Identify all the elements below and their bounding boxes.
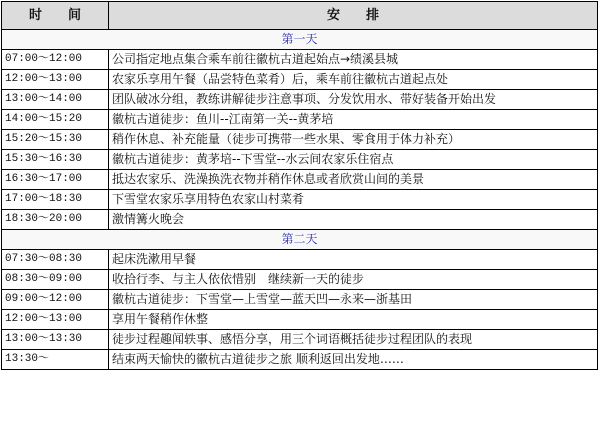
table-row — [2, 270, 598, 290]
time-cell: 07:30～08:30 — [2, 250, 109, 270]
table-row — [2, 250, 598, 270]
time-cell: 13:00～14:00 — [2, 90, 109, 110]
activity-cell: 徽杭古道徒步：下雪堂—上雪堂—蓝天凹—永来—浙基田 — [109, 290, 598, 310]
table-row — [2, 90, 598, 110]
day-title: 第一天 — [2, 30, 598, 50]
time-cell: 14:00～15:20 — [2, 110, 109, 130]
time-cell: 08:30～09:00 — [2, 270, 109, 290]
table-row — [2, 50, 598, 70]
time-cell: 13:30～ — [2, 350, 109, 370]
table-row — [2, 350, 598, 370]
table-row — [2, 330, 598, 350]
header-row — [2, 2, 598, 30]
table-row — [2, 130, 598, 150]
activity-cell: 徽杭古道徒步：鱼川--江南第一关--黄茅培 — [109, 110, 598, 130]
time-cell: 15:20～15:30 — [2, 130, 109, 150]
table-row — [2, 70, 598, 90]
table-row — [2, 190, 598, 210]
activity-cell: 公司指定地点集合乘车前往徽杭古道起始点→绩溪县城 — [109, 50, 598, 70]
activity-column-header: 安 排 — [109, 2, 598, 30]
time-cell: 07:00～12:00 — [2, 50, 109, 70]
time-cell: 12:00～13:00 — [2, 310, 109, 330]
activity-cell: 稍作休息、补充能量（徒步可携带一些水果、零食用于体力补充） — [109, 130, 598, 150]
day-section-header — [2, 30, 598, 50]
table-row — [2, 150, 598, 170]
time-cell: 17:00～18:30 — [2, 190, 109, 210]
activity-cell: 抵达农家乐、洗澡换洗衣物并稍作休息或者欣赏山间的美景 — [109, 170, 598, 190]
activity-cell: 激情篝火晚会 — [109, 210, 598, 230]
table-row — [2, 170, 598, 190]
activity-cell: 徽杭古道徒步：黄茅培--下雪堂--水云间农家乐住宿点 — [109, 150, 598, 170]
table-row — [2, 310, 598, 330]
time-column-header: 时 间 — [2, 2, 109, 30]
schedule-table — [1, 1, 598, 370]
activity-cell: 团队破冰分组，教练讲解徒步注意事项、分发饮用水、带好装备开始出发 — [109, 90, 598, 110]
table-row — [2, 290, 598, 310]
activity-cell: 享用午餐稍作休整 — [109, 310, 598, 330]
day-title: 第二天 — [2, 230, 598, 250]
schedule-body — [2, 2, 598, 370]
activity-cell: 起床洗漱用早餐 — [109, 250, 598, 270]
activity-cell: 下雪堂农家乐享用特色农家山村菜肴 — [109, 190, 598, 210]
activity-cell: 结束两天愉快的徽杭古道徒步之旅 顺利返回出发地…… — [109, 350, 598, 370]
activity-cell: 徒步过程趣闻轶事、感悟分享，用三个词语概括徒步过程团队的表现 — [109, 330, 598, 350]
time-cell: 13:00～13:30 — [2, 330, 109, 350]
time-cell: 15:30～16:30 — [2, 150, 109, 170]
time-cell: 16:30～17:00 — [2, 170, 109, 190]
activity-cell: 收拾行李、与主人依依惜别 继续新一天的徒步 — [109, 270, 598, 290]
activity-cell: 农家乐享用午餐（品尝特色菜肴）后，乘车前往徽杭古道起点处 — [109, 70, 598, 90]
time-cell: 18:30～20:00 — [2, 210, 109, 230]
table-row — [2, 110, 598, 130]
time-cell: 12:00～13:00 — [2, 70, 109, 90]
time-cell: 09:00～12:00 — [2, 290, 109, 310]
day-section-header — [2, 230, 598, 250]
table-row — [2, 210, 598, 230]
